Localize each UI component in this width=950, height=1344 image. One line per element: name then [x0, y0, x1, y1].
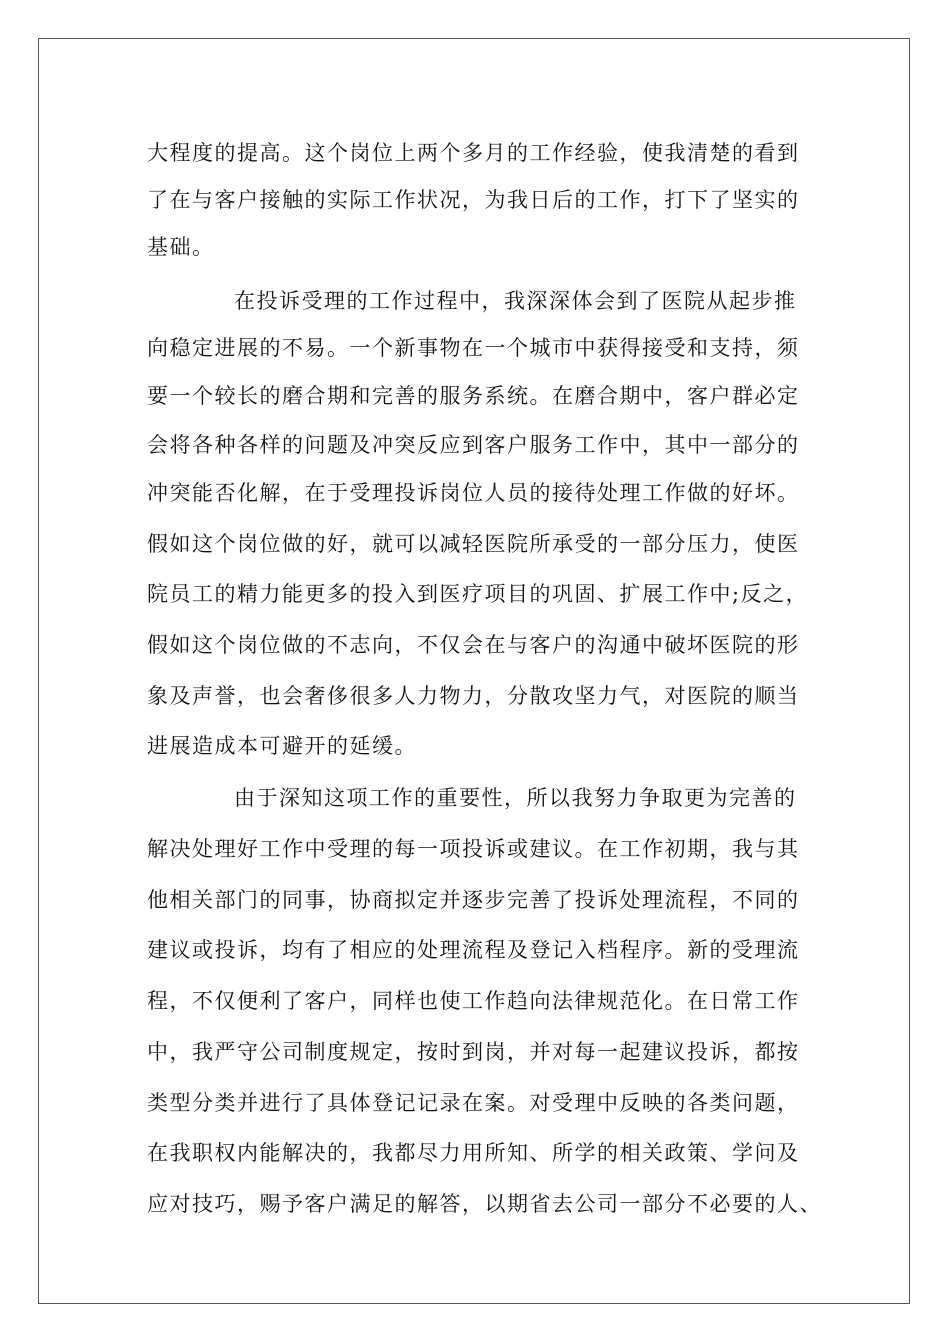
- text-line: 要一个较长的磨合期和完善的服务系统。在磨合期中，客户群必定: [147, 384, 800, 408]
- text-line: 假如这个岗位做的好，就可以减轻医院所承受的一部分压力，使医: [147, 532, 800, 556]
- text-line: 解决处理好工作中受理的每一项投诉或建议。在工作初期，我与其: [147, 837, 800, 861]
- text-line: 在我职权内能解决的，我都尽力用所知、所学的相关政策、学问及: [147, 1141, 800, 1165]
- paragraph-first-line: 由于深知这项工作的重要性，所以我努力争取更为完善的: [234, 786, 797, 810]
- text-line: 基础。: [147, 235, 215, 259]
- text-line: 假如这个岗位做的不志向，不仅会在与客户的沟通中破坏医院的形: [147, 633, 800, 657]
- text-line: 应对技巧，赐予客户满足的解答，以期省去公司一部分不必要的人、: [147, 1192, 822, 1216]
- text-line: 类型分类并进行了具体登记记录在案。对受理中反映的各类问题，: [147, 1091, 800, 1115]
- text-line: 进展造成本可避开的延缓。: [147, 734, 417, 758]
- text-line: 了在与客户接触的实际工作状况，为我日后的工作，打下了坚实的: [147, 188, 800, 212]
- text-line: 冲突能否化解，在于受理投诉岗位人员的接待处理工作做的好坏。: [147, 481, 800, 505]
- text-line: 中，我严守公司制度规定，按时到岗，并对每一起建议投诉，都按: [147, 1040, 800, 1064]
- text-line: 大程度的提高。这个岗位上两个多月的工作经验，使我清楚的看到: [147, 141, 800, 165]
- text-line: 象及声誉，也会奢侈很多人力物力，分散攻坚力气，对医院的顺当: [147, 684, 800, 708]
- paragraph-first-line: 在投诉受理的工作过程中，我深深体会到了医院从起步推: [234, 289, 797, 313]
- text-line: 院员工的精力能更多的投入到医疗项目的巩固、扩展工作中;反之，: [147, 582, 809, 606]
- text-line: 程，不仅便利了客户，同样也使工作趋向法律规范化。在日常工作: [147, 989, 800, 1013]
- text-line: 向稳定进展的不易。一个新事物在一个城市中获得接受和支持，须: [147, 336, 800, 360]
- text-line: 建议或投诉，均有了相应的处理流程及登记入档程序。新的受理流: [147, 938, 800, 962]
- text-line: 会将各种各样的问题及冲突反应到客户服务工作中，其中一部分的: [147, 433, 800, 457]
- text-line: 他相关部门的同事，协商拟定并逐步完善了投诉处理流程，不同的: [147, 888, 800, 912]
